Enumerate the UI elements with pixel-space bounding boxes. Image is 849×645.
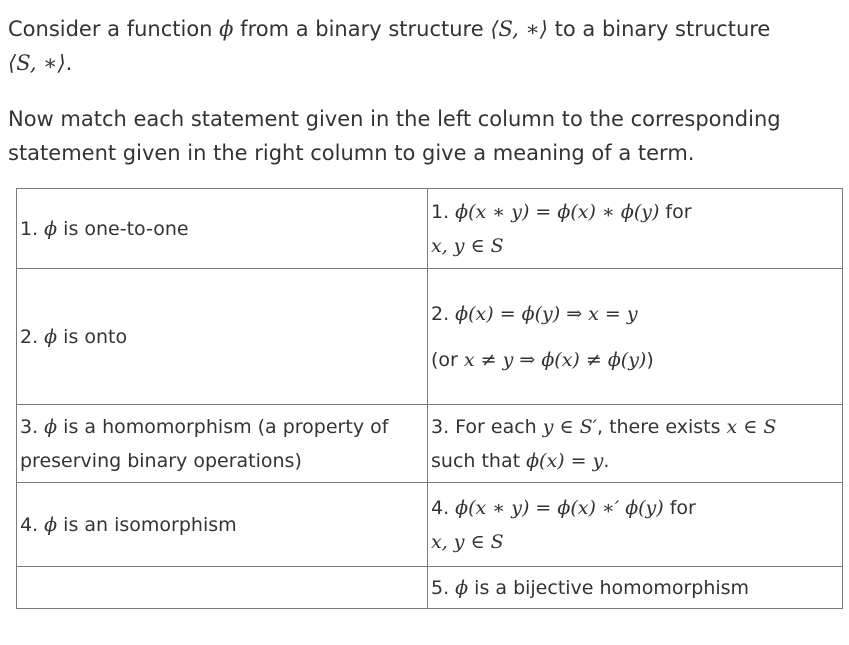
intro-paragraph	[8, 12, 841, 80]
math-expression: ϕ(x) = ϕ(y) ⇒ x = y	[455, 302, 638, 325]
right-statement: 5. ϕ is a bijective homomorphism	[428, 567, 843, 609]
matching-table	[16, 188, 843, 609]
table-row	[17, 483, 843, 567]
instruction-paragraph: Now match each statement given in the left column to the corresponding statement given in the right column to give a meaning of a term.	[8, 107, 781, 165]
table-row	[17, 269, 843, 405]
phi-symbol: ϕ	[44, 513, 58, 536]
math-expression: x ∈ S	[726, 415, 777, 438]
table-row	[17, 405, 843, 483]
table-row	[17, 189, 843, 269]
left-statement: 4. ϕ is an isomorphism	[17, 483, 428, 567]
phi-symbol: ϕ	[44, 415, 58, 438]
math-expression: x, y ∈ S	[431, 530, 504, 553]
math-structure: ⟨S, ∗⟩	[8, 51, 66, 75]
phi-symbol: ϕ	[455, 576, 469, 599]
phi-symbol: ϕ	[44, 217, 58, 240]
left-statement-empty	[17, 567, 428, 609]
right-statement: 2. ϕ(x) = ϕ(y) ⇒ x = y (or x ≠ y ⇒ ϕ(x) ≠ ϕ(y))	[428, 269, 843, 405]
table-row	[17, 567, 843, 609]
math-structure: ⟨S, ∗⟩	[490, 17, 548, 41]
left-statement: 3. ϕ is a homomorphism (a property of preserving binary operations)	[17, 405, 428, 483]
math-expression: ϕ(x) = y	[526, 449, 604, 472]
right-statement: 1. ϕ(x ∗ y) = ϕ(x) ∗ ϕ(y) for x, y ∈ S	[428, 189, 843, 269]
left-statement: 1. ϕ is one-to-one	[17, 189, 428, 269]
left-statement: 2. ϕ is onto	[17, 269, 428, 405]
math-expression: x, y ∈ S	[431, 234, 504, 257]
intro-text: to a binary structure	[547, 17, 771, 41]
right-statement: 4. ϕ(x ∗ y) = ϕ(x) ∗′ ϕ(y) for x, y ∈ S	[428, 483, 843, 567]
math-expression: ϕ(x ∗ y) = ϕ(x) ∗′ ϕ(y)	[455, 496, 664, 519]
math-expression: ϕ(x ∗ y) = ϕ(x) ∗ ϕ(y)	[455, 200, 660, 223]
math-expression: y ∈ S′	[542, 415, 597, 438]
right-statement: 3. For each y ∈ S′, there exists x ∈ S such that ϕ(x) = y.	[428, 405, 843, 483]
phi-symbol: ϕ	[219, 17, 234, 41]
phi-symbol: ϕ	[44, 325, 58, 348]
math-expression: x ≠ y ⇒ ϕ(x) ≠ ϕ(y)	[463, 348, 647, 371]
intro-text: Consider a function	[8, 17, 220, 41]
intro-text: .	[65, 51, 73, 75]
intro-text: from a binary structure	[233, 17, 491, 41]
